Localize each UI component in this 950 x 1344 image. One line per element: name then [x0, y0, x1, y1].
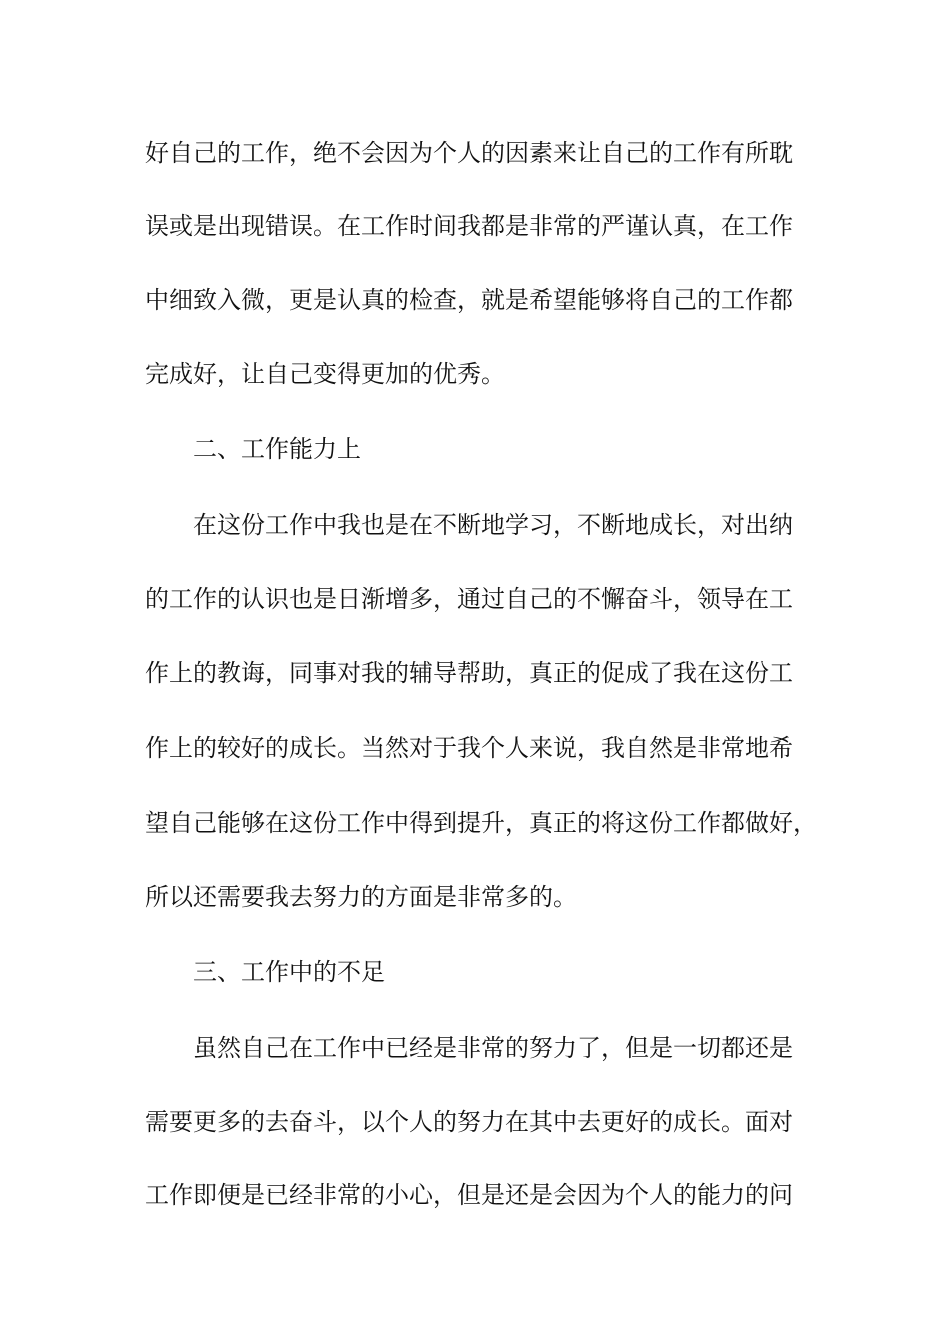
paragraph-first-line: 虽然自己在工作中已经是非常的努力了，但是一切都还是 — [193, 1034, 793, 1062]
text-line: 中细致入微，更是认真的检查，就是希望能够将自己的工作都 — [145, 286, 793, 314]
text-line: 误或是出现错误。在工作时间我都是非常的严谨认真，在工作 — [145, 212, 793, 240]
text-line: 工作即便是已经非常的小心，但是还是会因为个人的能力的问 — [145, 1181, 793, 1209]
text-line: 所以还需要我去努力的方面是非常多的。 — [145, 883, 577, 911]
text-line: 完成好，让自己变得更加的优秀。 — [145, 360, 505, 388]
section-heading: 三、工作中的不足 — [193, 958, 385, 986]
text-line: 的工作的认识也是日渐增多，通过自己的不懈奋斗，领导在工 — [145, 585, 793, 613]
section-heading: 二、工作能力上 — [193, 435, 361, 463]
text-line: 好自己的工作，绝不会因为个人的因素来让自己的工作有所耽 — [145, 139, 793, 167]
paragraph-first-line: 在这份工作中我也是在不断地学习，不断地成长，对出纳 — [193, 511, 793, 539]
text-line: 作上的教诲，同事对我的辅导帮助，真正的促成了我在这份工 — [145, 659, 793, 687]
text-line: 需要更多的去奋斗，以个人的努力在其中去更好的成长。面对 — [145, 1108, 793, 1136]
text-line: 望自己能够在这份工作中得到提升，真正的将这份工作都做好， — [145, 809, 817, 837]
text-line: 作上的较好的成长。当然对于我个人来说，我自然是非常地希 — [145, 734, 793, 762]
